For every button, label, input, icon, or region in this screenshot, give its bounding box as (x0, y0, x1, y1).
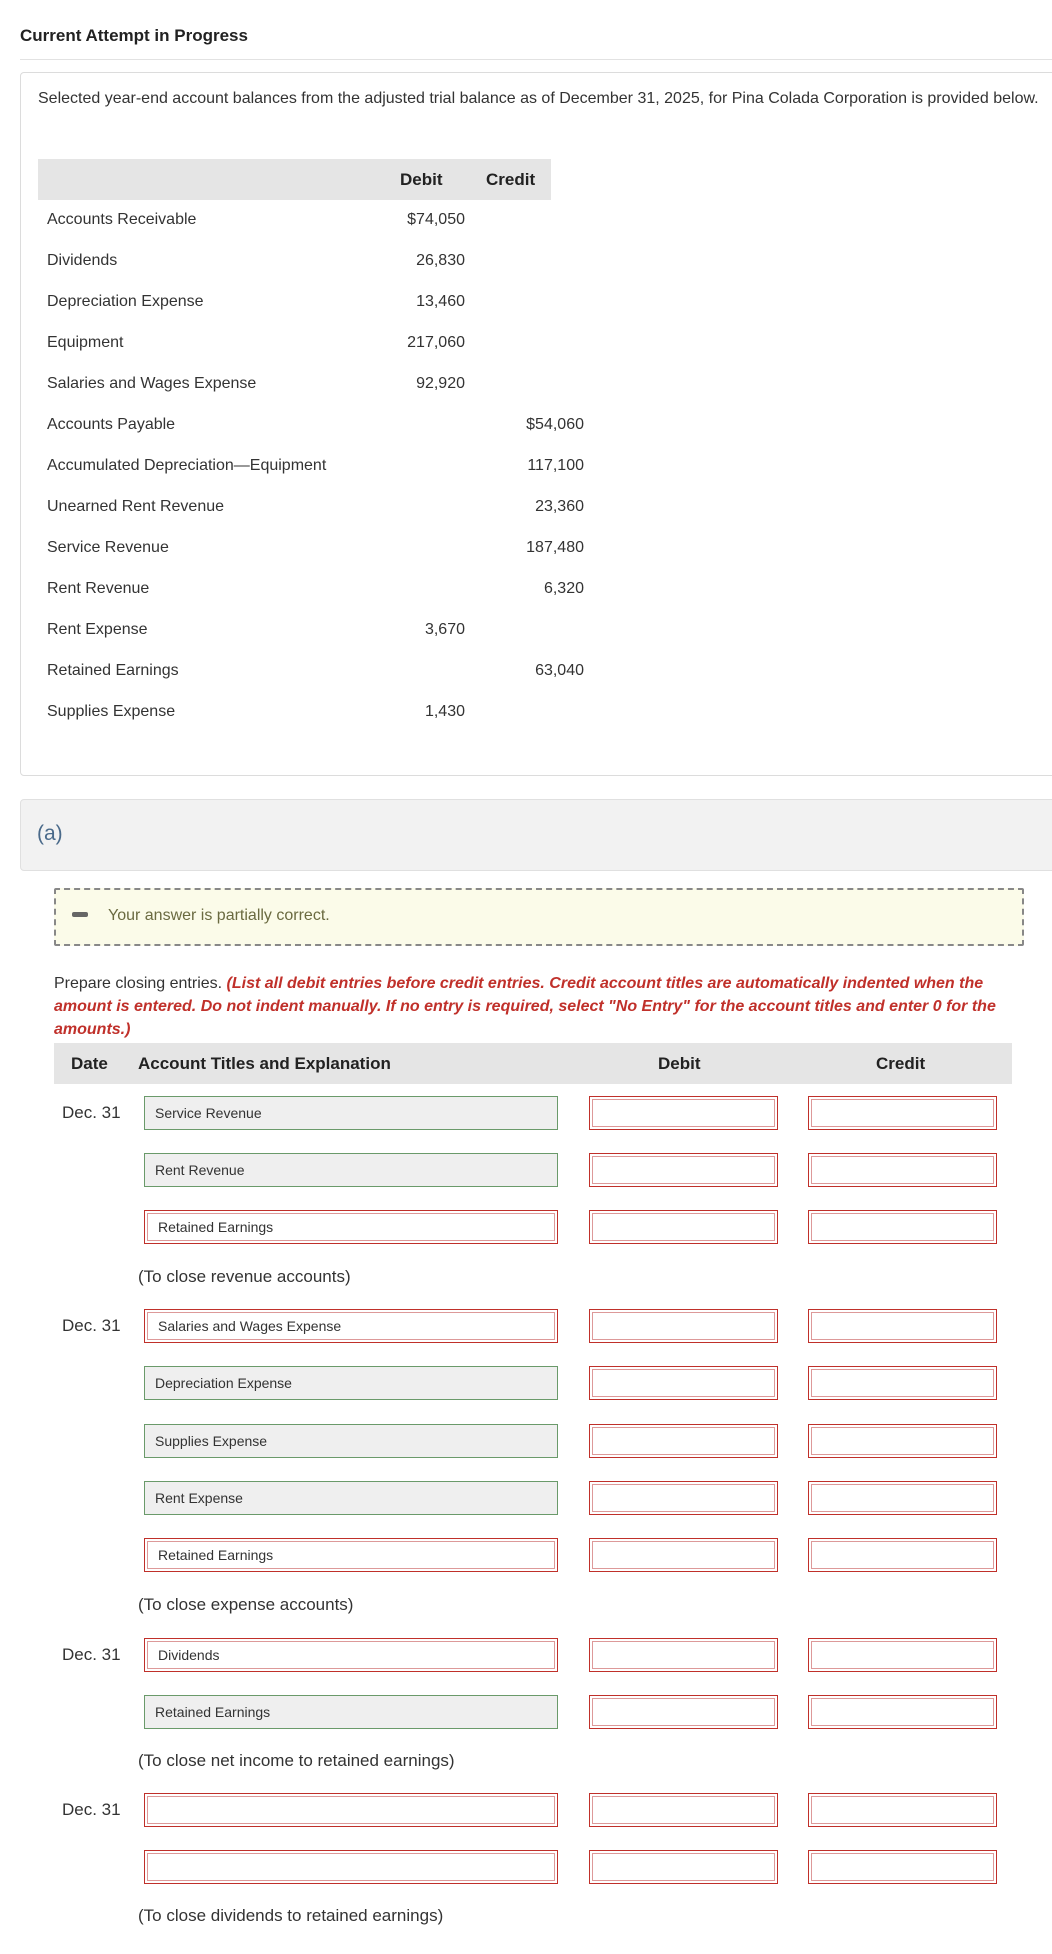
credit-amount: 117,100 (527, 457, 584, 474)
account-title-input[interactable] (144, 1481, 558, 1515)
credit-input[interactable] (808, 1210, 997, 1244)
trial-balance-row (38, 651, 584, 692)
debit-input[interactable] (589, 1366, 778, 1400)
debit-input[interactable] (589, 1309, 778, 1343)
credit-amount: $54,060 (526, 416, 584, 433)
account-name: Depreciation Expense (47, 293, 204, 310)
account-name: Accounts Receivable (47, 211, 197, 228)
account-title-input[interactable] (144, 1153, 558, 1187)
credit-input[interactable] (808, 1538, 997, 1572)
problem-panel (20, 72, 1052, 776)
entry-date: Dec. 31 (62, 1800, 121, 1819)
trial-balance-row (38, 364, 558, 405)
entry-explanation: (To close net income to retained earnings) (138, 1751, 455, 1770)
account-name: Equipment (47, 334, 124, 351)
credit-input[interactable] (808, 1638, 997, 1672)
trial-balance-row (38, 528, 584, 569)
part-a-header (20, 799, 1052, 871)
entry-explanation: (To close dividends to retained earnings) (138, 1906, 444, 1925)
debit-amount: 217,060 (407, 334, 465, 351)
debit-input[interactable] (589, 1481, 778, 1515)
trial-balance-row (38, 241, 558, 282)
account-name: Rent Revenue (47, 580, 150, 597)
debit-amount: 26,830 (416, 252, 465, 269)
account-title-input[interactable] (144, 1096, 558, 1130)
debit-input[interactable] (589, 1424, 778, 1458)
feedback-text: Your answer is partially correct. (108, 907, 330, 924)
journal-credit-header: Credit (876, 1054, 926, 1073)
part-label: (a) (37, 822, 63, 845)
credit-input[interactable] (808, 1096, 997, 1130)
entry-explanation: (To close revenue accounts) (138, 1267, 351, 1286)
account-title-input[interactable] (144, 1538, 558, 1572)
account-name: Salaries and Wages Expense (47, 375, 257, 392)
trial-balance-debit-header: Debit (400, 170, 443, 189)
debit-amount: $74,050 (407, 211, 465, 228)
account-name: Service Revenue (47, 539, 169, 556)
debit-input[interactable] (589, 1538, 778, 1572)
debit-input[interactable] (589, 1695, 778, 1729)
account-title-input[interactable] (144, 1210, 558, 1244)
trial-balance-row (38, 569, 584, 610)
account-title-input[interactable] (144, 1424, 558, 1458)
credit-input[interactable] (808, 1793, 997, 1827)
debit-input[interactable] (589, 1096, 778, 1130)
trial-balance-row (38, 405, 584, 446)
trial-balance-row (38, 487, 584, 528)
debit-input[interactable] (589, 1638, 778, 1672)
trial-balance-row (38, 692, 558, 733)
instructions (54, 972, 1014, 1041)
account-title-input[interactable] (144, 1309, 558, 1343)
instructions-lead: Prepare closing entries. (54, 975, 227, 992)
instructions-note: (List all debit entries before credit entries. Credit account titles are automatically indented when the amount is entered. Do not indent manually. If no entry is required, select "No Entry" for the account titles and enter 0 for the amounts.) (54, 975, 996, 1038)
entry-date: Dec. 31 (62, 1645, 121, 1664)
account-name: Retained Earnings (47, 662, 179, 679)
journal-header (54, 1043, 1012, 1084)
credit-input[interactable] (808, 1695, 997, 1729)
debit-amount: 13,460 (416, 293, 465, 310)
entry-explanation: (To close expense accounts) (138, 1595, 354, 1614)
journal-account-header: Account Titles and Explanation (138, 1054, 391, 1073)
debit-input[interactable] (589, 1793, 778, 1827)
journal-debit-header: Debit (658, 1054, 701, 1073)
debit-input[interactable] (589, 1850, 778, 1884)
credit-amount: 6,320 (543, 580, 584, 597)
entry-date: Dec. 31 (62, 1316, 121, 1335)
account-name: Accounts Payable (47, 416, 176, 433)
page-title: Current Attempt in Progress (20, 26, 248, 45)
trial-balance-row (38, 282, 558, 323)
credit-amount: 23,360 (535, 498, 584, 515)
credit-amount: 63,040 (535, 662, 584, 679)
account-name: Supplies Expense (47, 703, 176, 720)
credit-amount: 187,480 (526, 539, 584, 556)
credit-input[interactable] (808, 1309, 997, 1343)
debit-input[interactable] (589, 1153, 778, 1187)
account-title-input[interactable] (144, 1638, 558, 1672)
account-title-input[interactable] (144, 1850, 558, 1884)
account-name: Rent Expense (47, 621, 148, 638)
trial-balance-row (38, 323, 558, 364)
account-name: Accumulated Depreciation—Equipment (47, 457, 327, 474)
account-title-input[interactable] (144, 1695, 558, 1729)
account-title-input[interactable] (144, 1793, 558, 1827)
debit-amount: 1,430 (424, 703, 465, 720)
entry-date: Dec. 31 (62, 1103, 121, 1122)
trial-balance-row (38, 200, 558, 241)
credit-input[interactable] (808, 1424, 997, 1458)
debit-amount: 3,670 (424, 621, 465, 638)
credit-input[interactable] (808, 1481, 997, 1515)
divider (20, 59, 1052, 60)
credit-input[interactable] (808, 1366, 997, 1400)
credit-input[interactable] (808, 1850, 997, 1884)
feedback-banner (54, 888, 1024, 946)
account-name: Dividends (47, 252, 118, 269)
debit-amount: 92,920 (416, 375, 465, 392)
partial-correct-icon (72, 912, 88, 917)
debit-input[interactable] (589, 1210, 778, 1244)
journal-date-header: Date (71, 1054, 108, 1073)
trial-balance-header (38, 159, 551, 200)
credit-input[interactable] (808, 1153, 997, 1187)
account-title-input[interactable] (144, 1366, 558, 1400)
problem-intro: Selected year-end account balances from the adjusted trial balance as of December 31, 2025, for Pina Colada Corporation is provided below. (38, 90, 1039, 107)
trial-balance-row (38, 610, 558, 651)
account-name: Unearned Rent Revenue (47, 498, 225, 515)
trial-balance-credit-header: Credit (486, 170, 536, 189)
trial-balance-row (38, 446, 584, 487)
